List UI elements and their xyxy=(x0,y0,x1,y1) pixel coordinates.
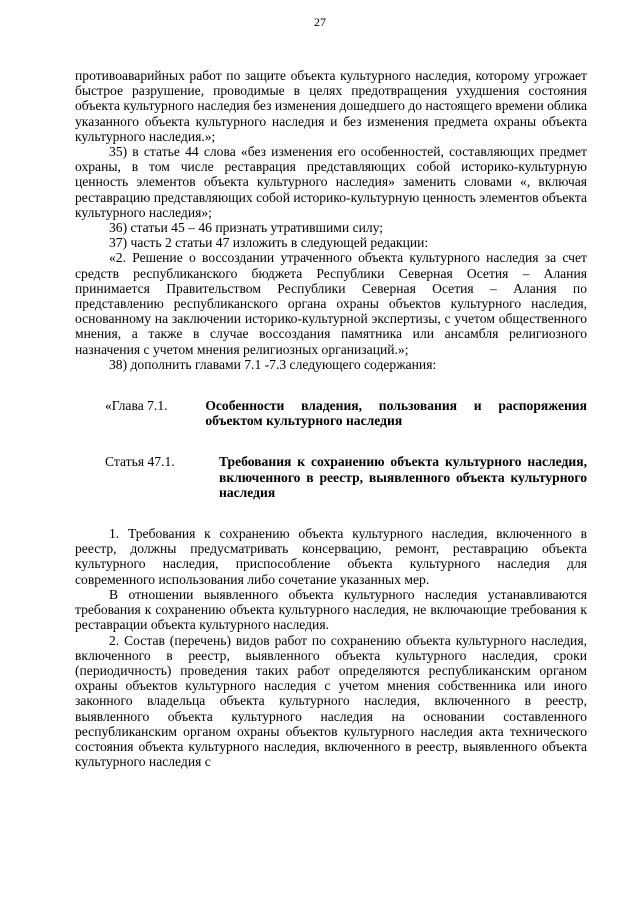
article-heading xyxy=(75,454,587,500)
paragraph-1b: В отношении выявленного объекта культурного наследия устанавливаются требования к сохранению объекта культурного наследия, не включающие требования к реставрации объекта культурного наследия. xyxy=(75,586,587,633)
spacer xyxy=(75,500,587,526)
paragraph-item-37: 37) часть 2 статьи 47 изложить в следующей редакции: xyxy=(109,235,429,251)
document-body xyxy=(75,68,587,769)
paragraph-item-38: 38) дополнить главами 7.1 -7.3 следующего содержания: xyxy=(109,356,437,372)
spacer xyxy=(75,372,587,398)
chapter-label: «Глава 7.1. xyxy=(105,398,168,414)
page-number: 27 xyxy=(314,15,326,29)
article-label: Статья 47.1. xyxy=(105,454,175,470)
article-title: Требования к сохранению объекта культурного наследия, включенного в реестр, выявленного объекта культурного наследия xyxy=(219,454,587,500)
paragraph-1: 1. Требования к сохранению объекта культурного наследия, включенного в реестр, должны предусматривать консервацию, ремонт, реставрацию объекта культурного наследия, приспособление объекта культурного наследия для современного использования либо сочетание указанных мер. xyxy=(75,526,587,587)
chapter-title: Особенности владения, пользования и распоряжения объектом культурного наследия xyxy=(205,398,587,429)
paragraph-item-37-quote: «2. Решение о воссоздании утраченного объекта культурного наследия за счет средств республиканского бюджета Республики Северная Осетия – Алания принимается Правительством Республики Северная Осетия – Алания по представлению республиканского органа охраны объектов культурного наследия, основанному на заключении историко-культурной экспертизы, с учетом общественного мнения, а также в случае воссоздания памятника или ансамбля религиозного назначения с учетом мнения религиозных организаций.»; xyxy=(75,250,587,357)
paragraph-item-35: 35) в статье 44 слова «без изменения его особенностей, составляющих предмет охраны, в том числе реставрация представляющих собой историко-культурную ценность элементов объекта культурного наследия» заменить словами «, включая реставрацию представляющих собой историко-культурную ценность элементов объекта культурного наследия»; xyxy=(75,144,587,220)
chapter-heading xyxy=(75,398,587,428)
paragraph-2: 2. Состав (перечень) видов работ по сохранению объекта культурного наследия, включенного в реестр, выявленного объекта культурного наследия, сроки (периодичность) проведения таких работ определяются республиканским органом охраны объектов культурного наследия с учетом мнения собственника или иного законного владельца объекта культурного наследия, включенного в реестр, выявленного объекта культурного наследия на основании составленного республиканским органом охраны объектов культурного наследия акта технического состояния объекта культурного наследия, включенного в реестр, выявленного объекта культурного наследия с xyxy=(75,632,587,770)
spacer xyxy=(75,428,587,454)
paragraph-continuation: противоаварийных работ по защите объекта культурного наследия, которому угрожает быстрое разрушение, проводимые в целях предотвращения ухудшения состояния объекта культурного наследия без изменения дошедшего до настоящего времени облика указанного объекта культурного наследия и без изменения предмета охраны объекта культурного наследия.»; xyxy=(75,68,587,144)
paragraph-item-36: 36) статьи 45 – 46 признать утратившими силу; xyxy=(109,220,384,236)
